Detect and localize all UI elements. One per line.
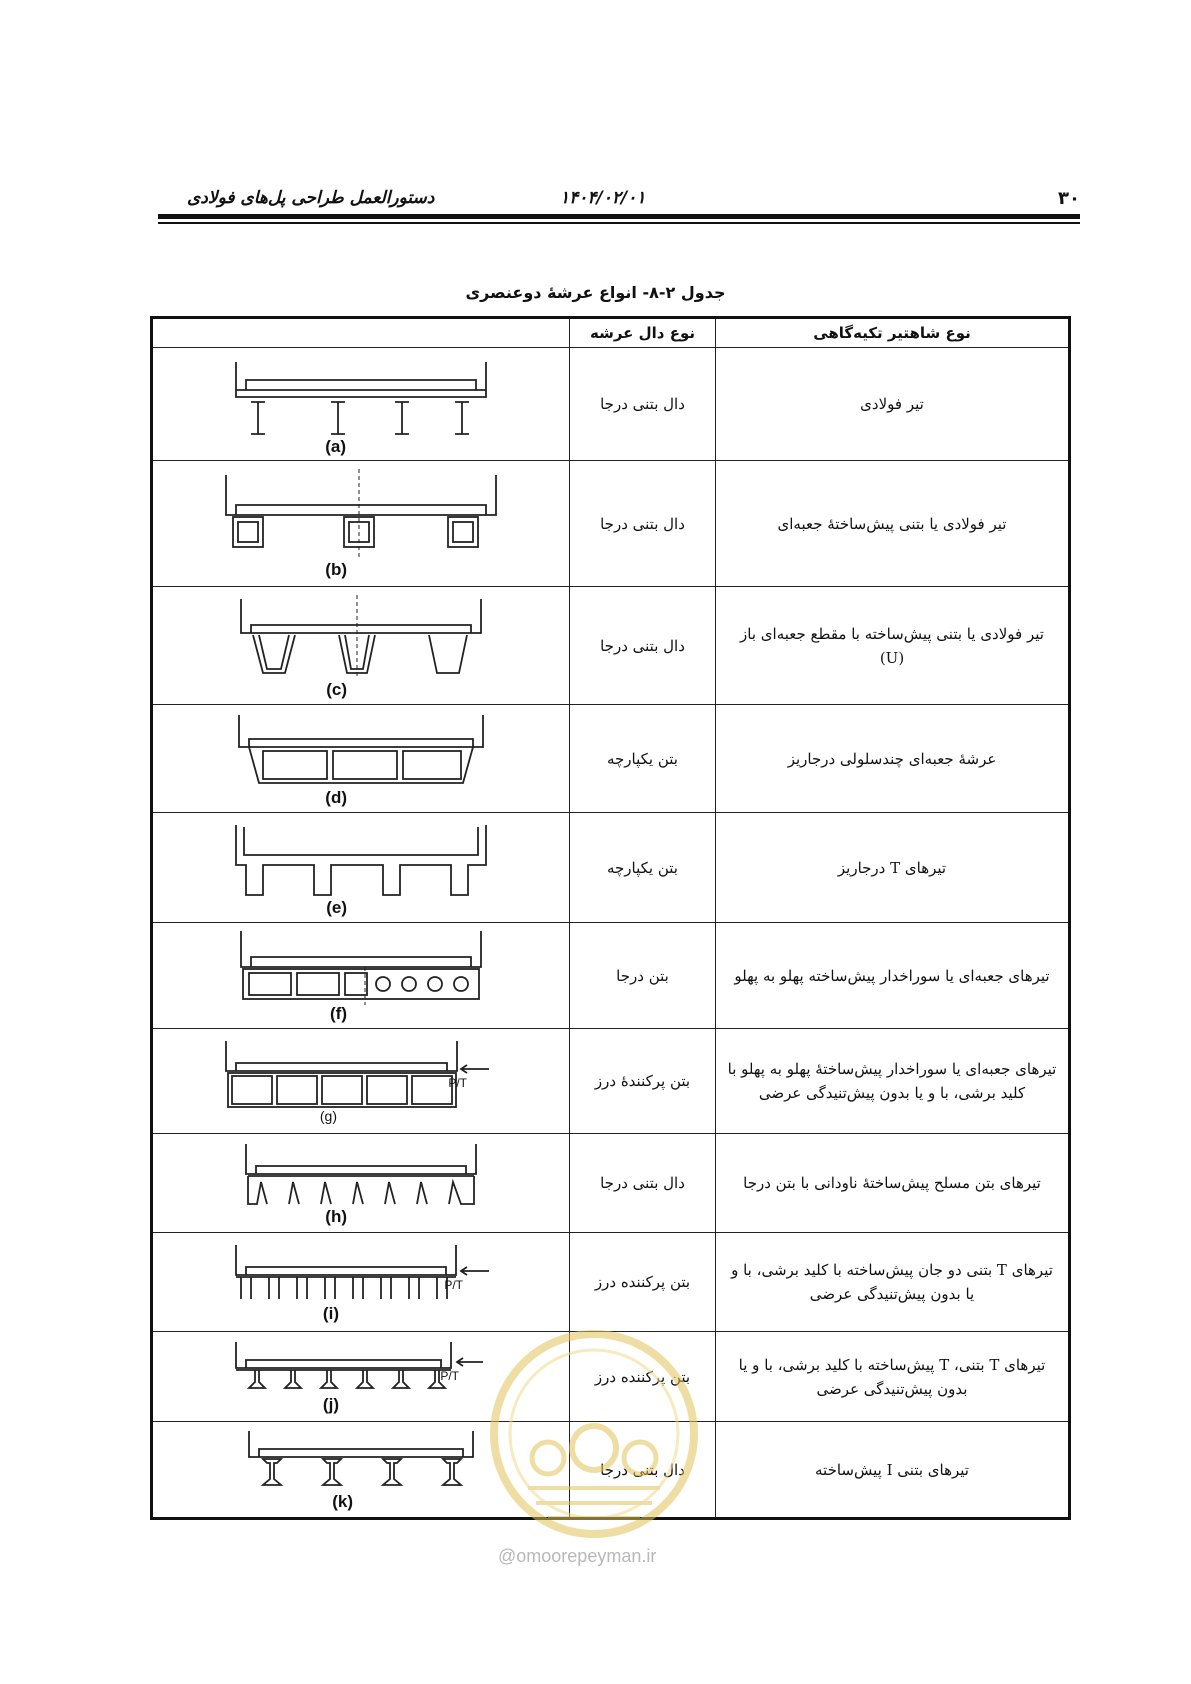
figure-label: (b) <box>325 559 347 579</box>
table-row <box>152 1233 1070 1332</box>
figure-cell <box>152 587 570 705</box>
pt-label: P/T <box>440 1368 459 1383</box>
table-row <box>152 923 1070 1029</box>
figure-label: (e) <box>326 897 347 917</box>
deck-section-k-diagram <box>211 1425 511 1514</box>
slab-cell: دال بتنی درجا <box>570 1422 716 1519</box>
figure-label: (g) <box>319 1107 337 1124</box>
girder-cell: عرشهٔ جعبه‌ای چندسلولی درجاریز <box>716 705 1070 813</box>
header-date: ۱۴۰۴/۰۲/۰۱ <box>560 188 646 208</box>
figure-label: (a) <box>325 436 346 456</box>
deck-section-a-diagram <box>211 352 511 457</box>
figure-label: (j) <box>322 1394 339 1414</box>
girder-cell: تیر فولادی یا بتنی پیش‌ساختهٔ جعبه‌ای <box>716 461 1070 587</box>
figure-label: (h) <box>325 1206 347 1226</box>
slab-cell: بتن درجا <box>570 923 716 1029</box>
deck-section-g-diagram <box>211 1033 511 1130</box>
deck-section-c-diagram <box>211 591 511 701</box>
table-row <box>152 587 1070 705</box>
figure-label: (i) <box>322 1303 339 1323</box>
slab-cell: دال بتنی درجا <box>570 348 716 461</box>
girder-cell: تیرهای بتن مسلح پیش‌ساختهٔ ناودانی با بتن درجا <box>716 1134 1070 1233</box>
figure-label: (c) <box>326 679 347 699</box>
slab-cell: دال بتنی درجا <box>570 461 716 587</box>
deck-section-i-diagram <box>211 1237 511 1328</box>
table-row <box>152 348 1070 461</box>
watermark-logo-icon <box>488 1328 700 1540</box>
slab-cell: دال بتنی درجا <box>570 1134 716 1233</box>
figure-cell <box>152 461 570 587</box>
header-title: دستورالعمل طراحی پل‌های فولادی <box>187 188 435 208</box>
girder-cell: تیرهای T درجاریز <box>716 813 1070 923</box>
table-row <box>152 705 1070 813</box>
page-number: ۳۰ <box>1058 188 1080 209</box>
deck-section-f-diagram <box>211 927 511 1025</box>
figure-cell <box>152 348 570 461</box>
figure-label: (f) <box>329 1003 347 1023</box>
girder-cell: تیر فولادی یا بتنی پیش‌ساخته با مقطع جعبه‌ای باز (U) <box>716 587 1070 705</box>
deck-section-b-diagram <box>211 465 511 583</box>
pt-label: P/T <box>444 1277 463 1292</box>
header-rule-thick <box>158 214 1080 219</box>
header-girder-type: نوع شاهتیر تکیه‌گاهی <box>716 318 1070 348</box>
table-row <box>152 1134 1070 1233</box>
figure-cell <box>152 923 570 1029</box>
table-row <box>152 461 1070 587</box>
table-caption: جدول ۲-۸- انواع عرشهٔ دوعنصری <box>465 283 726 302</box>
figure-cell <box>152 1029 570 1134</box>
table-header-row <box>152 318 1070 348</box>
deck-section-j-diagram <box>211 1336 511 1418</box>
header-figure <box>152 318 570 348</box>
girder-cell: تیرهای T بتنی، T پیش‌ساخته با کلید برشی، با و یا بدون پیش‌تنیدگی عرضی <box>716 1332 1070 1422</box>
slab-cell: بتن یکپارچه <box>570 813 716 923</box>
girder-cell: تیرهای T بتنی دو جان پیش‌ساخته با کلید برشی، با و یا بدون پیش‌تنیدگی عرضی <box>716 1233 1070 1332</box>
deck-section-d-diagram <box>211 709 511 809</box>
girder-cell: تیرهای بتنی I پیش‌ساخته <box>716 1422 1070 1519</box>
figure-cell <box>152 813 570 923</box>
figure-cell <box>152 705 570 813</box>
header-rule-thin <box>158 222 1080 224</box>
girder-cell: تیرهای جعبه‌ای یا سوراخدار پیش‌ساخته پهلو به پهلو <box>716 923 1070 1029</box>
slab-cell: بتن پرکننده درز <box>570 1233 716 1332</box>
girder-cell: تیر فولادی <box>716 348 1070 461</box>
deck-section-e-diagram <box>211 817 511 919</box>
figure-label: (d) <box>325 787 347 807</box>
figure-cell <box>152 1233 570 1332</box>
slab-cell: دال بتنی درجا <box>570 587 716 705</box>
figure-cell <box>152 1134 570 1233</box>
table-row <box>152 1029 1070 1134</box>
deck-section-h-diagram <box>211 1138 511 1229</box>
slab-cell: بتن یکپارچه <box>570 705 716 813</box>
table-row <box>152 813 1070 923</box>
figure-label: (k) <box>332 1492 353 1511</box>
slab-cell: بتن پرکنندهٔ درز <box>570 1029 716 1134</box>
girder-cell: تیرهای جعبه‌ای یا سوراخدار پیش‌ساختهٔ پهلو به پهلو با کلید برشی، با و یا بدون پیش‌تنیدگی عرضی <box>716 1029 1070 1134</box>
slab-cell: بتن پرکننده درز <box>570 1332 716 1422</box>
header-slab-type: نوع دال عرشه <box>570 318 716 348</box>
pt-label: P/T <box>448 1075 467 1090</box>
watermark-text: @omoorepeyman.ir <box>498 1546 657 1566</box>
